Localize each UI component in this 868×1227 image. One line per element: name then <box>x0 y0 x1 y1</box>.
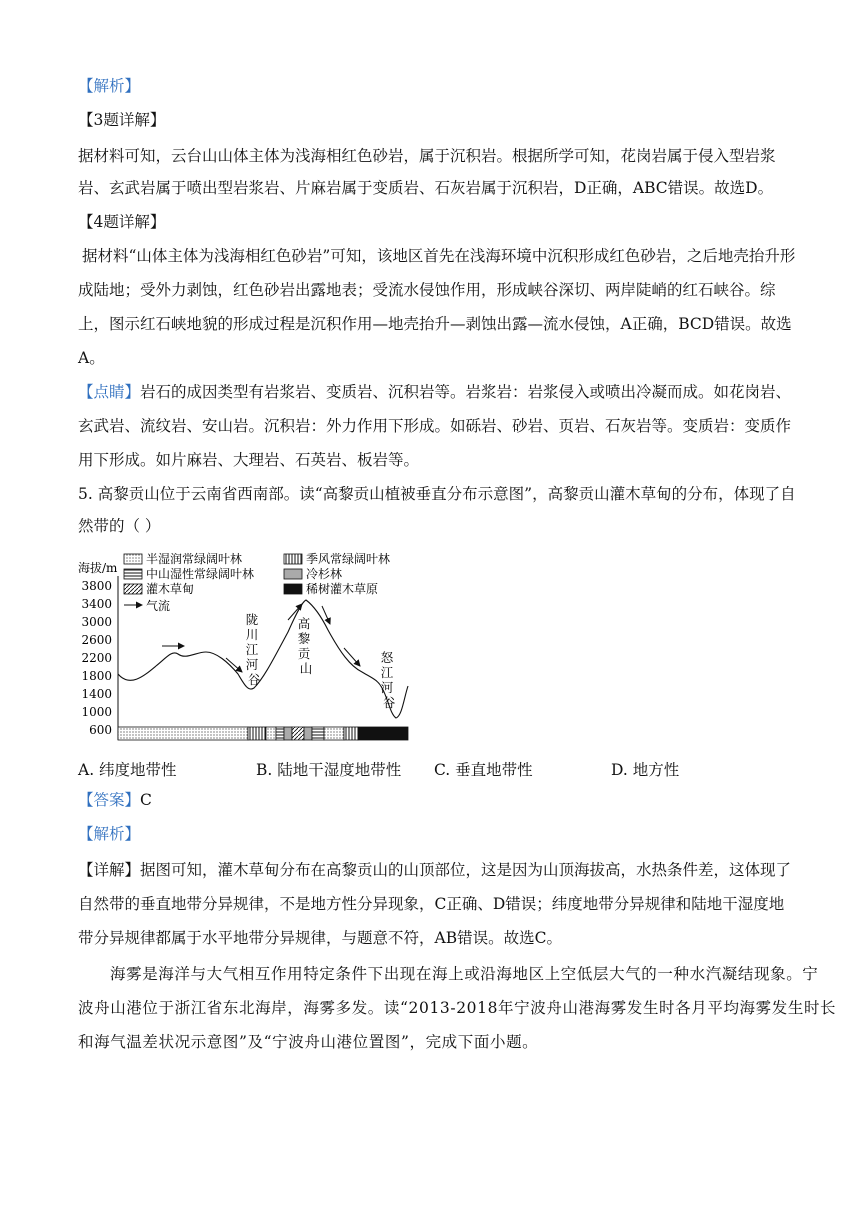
analysis-label: 【解析】 <box>78 825 141 843</box>
vegetation-diagram <box>78 548 418 744</box>
legend-label: 半湿润常绿阔叶林 <box>146 552 243 566</box>
key-point-text-line: 玄武岩、流纹岩、安山岩。沉积岩：外力作用下形成。如砾岩、砂岩、页岩、石灰岩等。变质岩：变质作 <box>78 417 792 435</box>
y-tick-label: 1000 <box>81 705 112 719</box>
analysis-label: 【解析】 <box>78 77 141 95</box>
answer-value: C <box>140 791 152 809</box>
y-axis-label: 海拔/m <box>78 561 118 575</box>
legend-label: 中山湿性常绿阔叶林 <box>146 567 255 581</box>
detail-text: 据图可知，灌木草甸分布在高黎贡山的山顶部位，这是因为山顶海拔高，水热条件差，这体现了 <box>140 861 792 879</box>
legend-label: 灌木草甸 <box>146 582 195 596</box>
y-tick-label: 1800 <box>81 669 112 683</box>
q4-text-line: 上，图示红石峡地貌的形成过程是沉积作用—地壳抬升—剥蚀出露—流水侵蚀，A正确，BCD错误。故选 <box>78 315 792 333</box>
annotation-char: 黎 <box>297 631 311 646</box>
legend <box>124 551 390 613</box>
y-tick-label: 2200 <box>81 651 112 665</box>
band-montane-forest <box>312 727 324 740</box>
answer-line <box>78 790 152 810</box>
band-monsoon-forest <box>344 727 358 740</box>
annotation-char: 高 <box>297 616 311 631</box>
choice-d[interactable]: D. 地方性 <box>611 761 680 779</box>
legend-label: 冷杉林 <box>306 567 343 581</box>
choice-a[interactable]: A. 纬度地带性 <box>78 761 177 779</box>
band-monsoon-forest <box>248 727 266 740</box>
legend-swatch-gray <box>284 569 302 579</box>
annotation-char: 谷 <box>247 672 261 687</box>
material-text-line: 波舟山港位于浙江省东北海岸，海雾多发。读“2013-2018年宁波舟山港海雾发生时各月平均海雾发生时长 <box>78 999 837 1017</box>
annotation-char: 江 <box>245 642 259 657</box>
legend-label: 稀树灌木草原 <box>306 582 379 596</box>
legend-swatch-horizontal <box>124 569 142 579</box>
band-fir-forest <box>284 727 292 740</box>
band-savanna-shrub <box>358 727 408 740</box>
band-montane-forest <box>276 727 284 740</box>
q3-text-line: 据材料可知，云台山山体主体为浅海相红色砂岩，属于沉积岩。根据所学可知，花岗岩属于侵入型岩浆 <box>78 147 776 165</box>
annotation-char: 河 <box>380 680 394 695</box>
detail-text-line: 自然带的垂直地带分异规律，不是地方性分异现象，C正确、D错误；纬度地带分异规律和陆地干湿度地 <box>78 895 785 913</box>
q3-text-line: 岩、玄武岩属于喷出型岩浆岩、片麻岩属于变质岩、石灰岩属于沉积岩，D正确，ABC错误。故选D。 <box>78 179 774 197</box>
annotation-char: 怒 <box>380 650 394 665</box>
legend-swatch-black <box>284 584 302 594</box>
question-5-stem: 然带的（ ） <box>78 517 161 535</box>
q3-heading: 【3题详解】 <box>78 111 166 129</box>
band-semihumid-forest <box>324 727 344 740</box>
key-point-line <box>78 382 791 402</box>
detail-label: 【详解】 <box>78 861 141 879</box>
band-shrub-meadow <box>292 727 304 740</box>
annotation-char: 山 <box>299 661 313 676</box>
terrain-profile <box>118 600 408 718</box>
material-text-line: 海雾是海洋与大气相互作用特定条件下出现在海上或沿海地区上空低层大气的一种水汽凝结现象。宁 <box>110 965 819 983</box>
q4-text-line: 据材料“山体主体为浅海相红色砂岩”可知，该地区首先在浅海环境中沉积形成红色砂岩，之后地壳抬升形 <box>82 247 796 265</box>
legend-swatch-diagonal <box>124 584 142 594</box>
detail-text-line: 带分异规律都属于水平地带分异规律，与题意不符，AB错误。故选C。 <box>78 929 562 947</box>
q4-text-line: A。 <box>78 349 105 367</box>
longchuan-valley-label <box>246 612 263 687</box>
key-point-label: 【点睛】 <box>78 383 141 401</box>
y-tick-labels <box>81 579 112 737</box>
band-semihumid-forest <box>266 727 276 740</box>
answer-choices <box>78 758 778 778</box>
band-fir-forest <box>304 727 312 740</box>
key-point-text: 岩石的成因类型有岩浆岩、变质岩、沉积岩等。岩浆岩：岩浆侵入或喷出冷凝而成。如花岗岩、 <box>140 383 792 401</box>
q4-text-line: 成陆地；受外力剥蚀，红色砂岩出露地表；受流水侵蚀作用，形成峡谷深切、两岸陡峭的红石峡谷。综 <box>78 281 776 299</box>
gaoligong-mountain-label <box>298 616 315 676</box>
legend-swatch-dots <box>124 554 142 564</box>
question-5-stem: 5. 高黎贡山位于云南省西南部。读“高黎贡山植被垂直分布示意图”，高黎贡山灌木草甸的分布，体现了自 <box>78 485 796 503</box>
y-tick-label: 1400 <box>81 687 112 701</box>
q4-heading: 【4题详解】 <box>78 213 166 231</box>
detail-line <box>78 860 791 880</box>
choice-b[interactable]: B. 陆地干湿度地带性 <box>256 761 402 779</box>
y-tick-label: 600 <box>89 723 112 737</box>
annotation-char: 河 <box>245 657 259 672</box>
y-tick-label: 3800 <box>81 579 112 593</box>
choice-c[interactable]: C. 垂直地带性 <box>434 761 533 779</box>
legend-label: 气流 <box>146 599 171 613</box>
airflow-arrow-icon <box>344 648 360 666</box>
annotation-char: 谷 <box>382 695 396 710</box>
material-text-line: 和海气温差状况示意图”及“宁波舟山港位置图”，完成下面小题。 <box>78 1033 539 1051</box>
annotation-char: 陇 <box>245 612 259 627</box>
annotation-char: 川 <box>245 627 259 642</box>
answer-label: 【答案】 <box>78 791 141 809</box>
vegetation-band <box>118 727 408 740</box>
legend-label: 季风常绿阔叶林 <box>306 552 391 566</box>
legend-swatch-vertical <box>284 554 302 564</box>
annotation-char: 贡 <box>297 646 311 661</box>
y-tick-label: 3000 <box>81 615 112 629</box>
y-tick-label: 3400 <box>81 597 112 611</box>
annotation-char: 江 <box>380 665 394 680</box>
y-tick-label: 2600 <box>81 633 112 647</box>
key-point-text-line: 用下形成。如片麻岩、大理岩、石英岩、板岩等。 <box>78 451 420 469</box>
nujiang-valley-label <box>381 650 398 710</box>
band-semihumid-forest <box>118 727 248 740</box>
